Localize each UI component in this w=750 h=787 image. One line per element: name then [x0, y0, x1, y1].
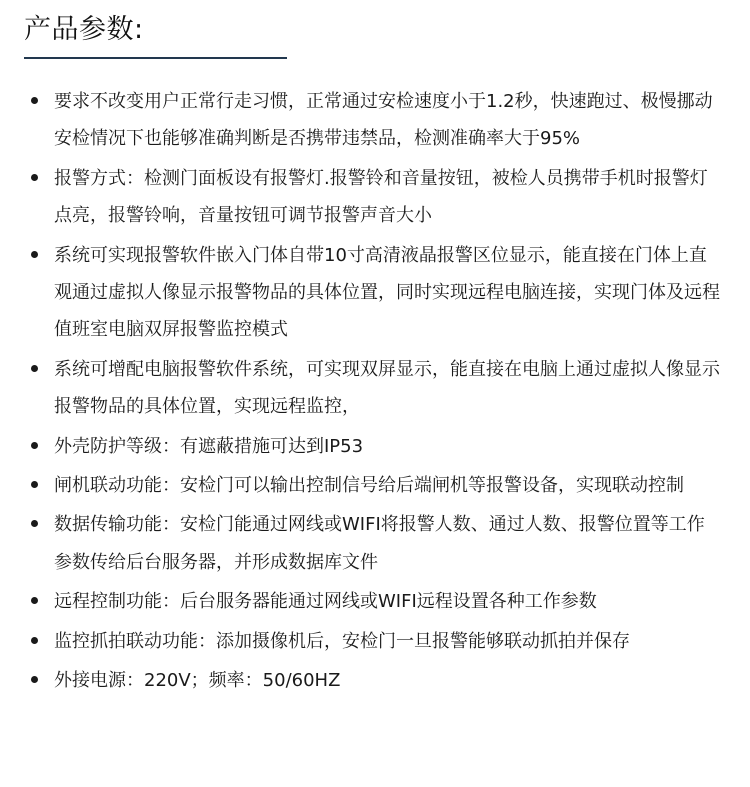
param-text: 数据传输功能：安检门能通过网线或WIFI将报警人数、通过人数、报警位置等工作参数传给后台服务器，并形成数据库文件: [54, 514, 705, 573]
bullet-icon: [31, 676, 38, 683]
list-item: [30, 428, 720, 465]
param-list: [30, 83, 720, 702]
bullet-icon: [31, 481, 38, 488]
bullet-icon: [31, 637, 38, 644]
bullet-icon: [31, 365, 38, 372]
param-text: 监控抓拍联动功能：添加摄像机后，安检门一旦报警能够联动抓拍并保存: [54, 630, 630, 652]
list-item: [30, 467, 720, 504]
list-item: [30, 237, 720, 349]
bullet-icon: [31, 97, 38, 104]
bullet-icon: [31, 520, 38, 527]
param-text: 系统可实现报警软件嵌入门体自带10寸高清液晶报警区位显示，能直接在门体上直观通过虚拟人像显示报警物品的具体位置，同时实现远程电脑连接，实现门体及远程值班室电脑双屏报警监控模式: [54, 244, 720, 341]
section-title: 产品参数:: [24, 14, 144, 45]
bullet-icon: [31, 442, 38, 449]
bullet-icon: [31, 597, 38, 604]
list-item: [30, 83, 720, 158]
param-text: 报警方式：检测门面板设有报警灯.报警铃和音量按钮，被检人员携带手机时报警灯点亮，报警铃响，音量按钮可调节报警声音大小: [54, 167, 708, 227]
param-text: 要求不改变用户正常行走习惯，正常通过安检速度小于1.2秒，快速跑过、极慢挪动安检情况下也能够准确判断是否携带违禁品，检测准确率大于95%: [54, 91, 713, 150]
param-text: 系统可增配电脑报警软件系统，可实现双屏显示，能直接在电脑上通过虚拟人像显示报警物品的具体位置，实现远程监控，: [54, 358, 720, 418]
param-text: 外壳防护等级：有遮蔽措施可达到IP53: [54, 435, 364, 457]
bullet-icon: [31, 251, 38, 258]
list-item: [30, 662, 720, 699]
param-text: 闸机联动功能：安检门可以输出控制信号给后端闸机等报警设备，实现联动控制: [54, 475, 684, 497]
list-item: [30, 160, 720, 235]
list-item: [30, 623, 720, 660]
param-text: 外接电源：220V；频率：50/60HZ: [54, 670, 341, 692]
bullet-icon: [31, 174, 38, 181]
title-underline: [24, 57, 287, 59]
list-item: [30, 351, 720, 426]
list-item: [30, 583, 720, 620]
param-text: 远程控制功能：后台服务器能通过网线或WIFI远程设置各种工作参数: [54, 591, 597, 613]
list-item: [30, 506, 720, 581]
